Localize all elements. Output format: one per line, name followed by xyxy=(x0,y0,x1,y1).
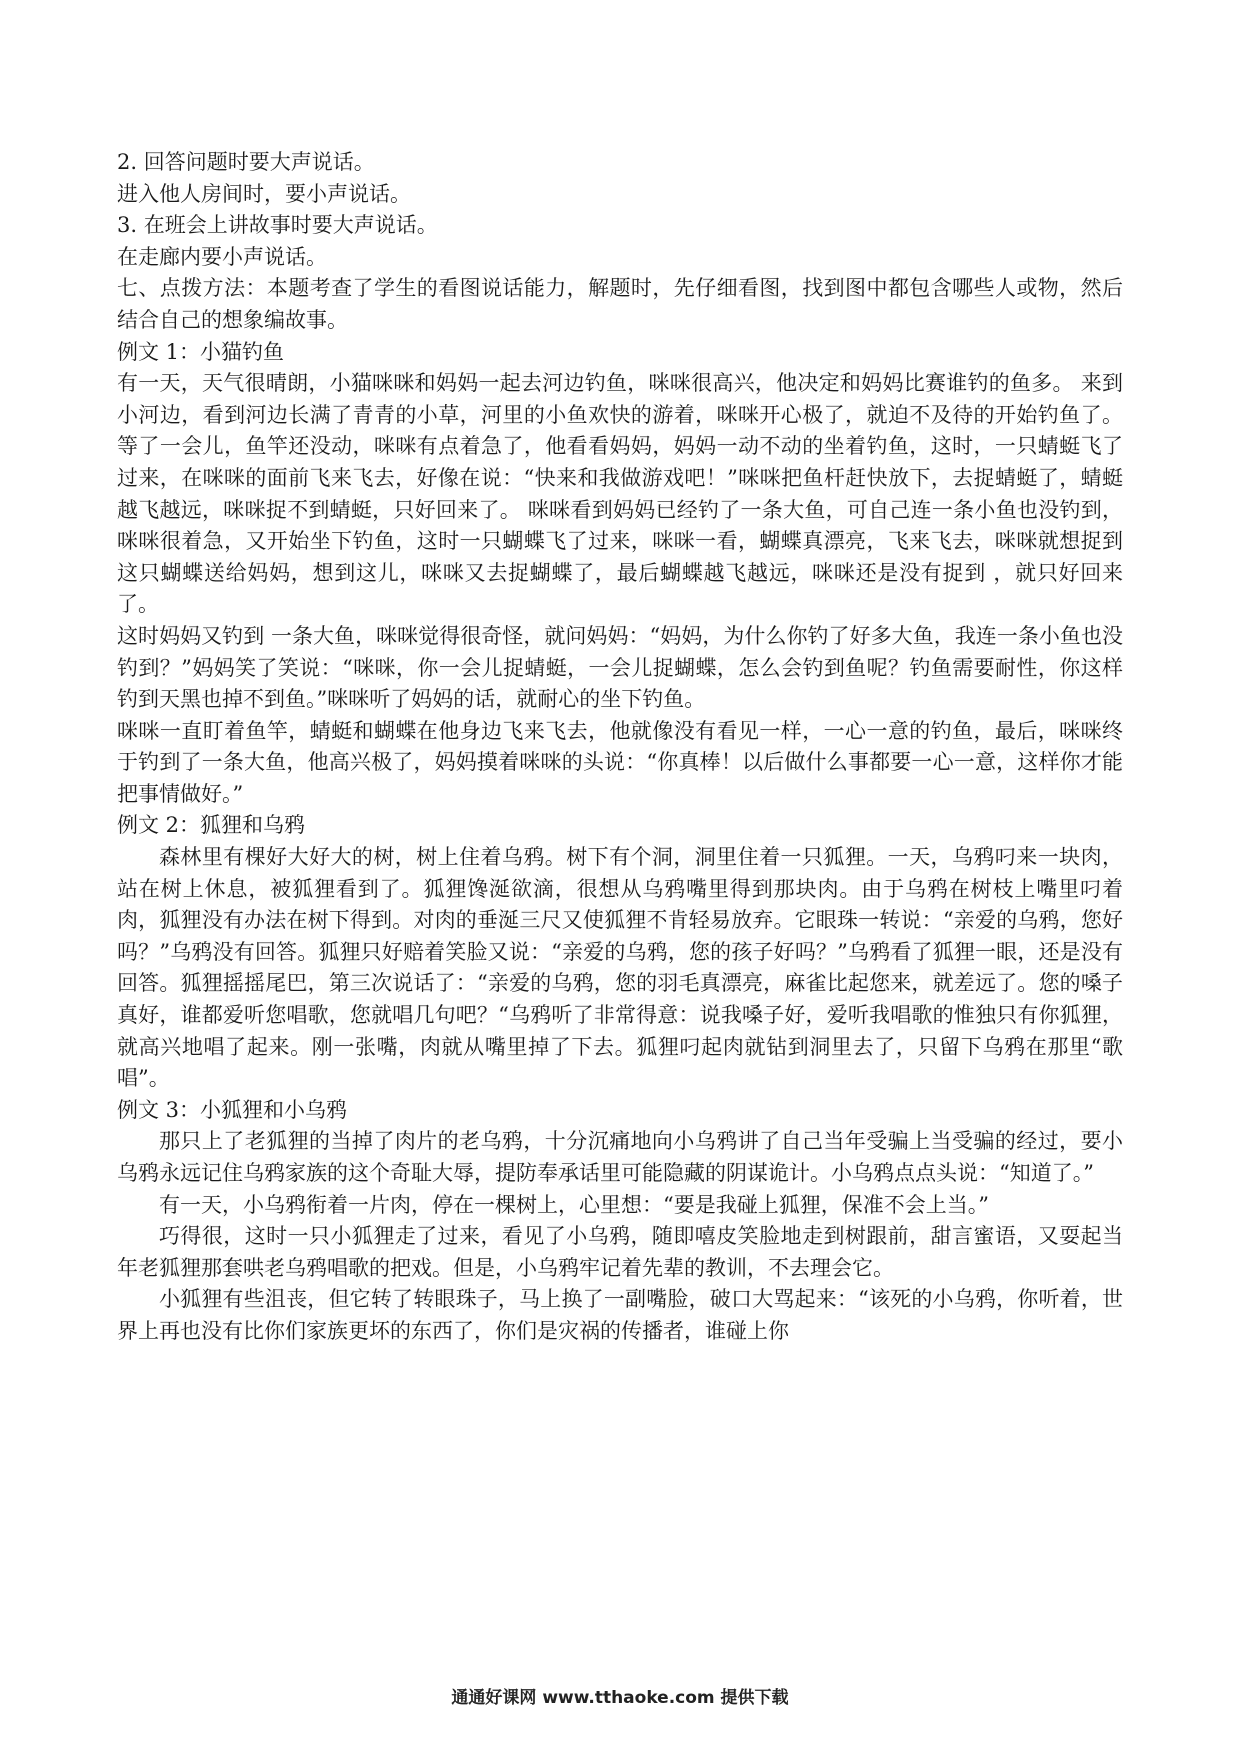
example-3-paragraph: 巧得很，这时一只小狐狸走了过来，看见了小乌鸦，随即嘻皮笑脸地走到树跟前，甜言蜜语，又耍起当年老狐狸那套哄老乌鸦唱歌的把戏。但是，小乌鸦牢记着先辈的教训，不去理会它。 xyxy=(117,1224,1123,1280)
example-3-paragraph: 小狐狸有些沮丧，但它转了转眼珠子，马上换了一副嘴脸，破口大骂起来：“该死的小乌鸦，你听着，世界上再也没有比你们家族更坏的东西了，你们是灾祸的传播者，谁碰上你 xyxy=(117,1287,1123,1343)
example-2-paragraph: 森林里有棵好大好大的树，树上住着乌鸦。树下有个洞，洞里住着一只狐狸。一天，乌鸦叼来一块肉，站在树上休息，被狐狸看到了。狐狸馋涎欲滴，很想从乌鸦嘴里得到那块肉。由于乌鸦在树枝上嘴里叼着肉，狐狸没有办法在树下得到。对肉的垂涎三尺又使狐狸不肯轻易放弃。它眼珠一转说：“亲爱的乌鸦，您好吗？”乌鸦没有回答。狐狸只好赔着笑脸又说：“亲爱的乌鸦，您的孩子好吗？”乌鸦看了狐狸一眼，还是没有回答。狐狸摇摇尾巴，第三次说话了：“亲爱的乌鸦，您的羽毛真漂亮，麻雀比起您来，就差远了。您的嗓子真好，谁都爱听您唱歌，您就唱几句吧？“乌鸦听了非常得意：说我嗓子好，爱听我唱歌的惟独只有你狐狸，就高兴地唱了起来。刚一张嘴，肉就从嘴里掉了下去。狐狸叼起肉就钻到洞里去了，只留下乌鸦在那里“歌唱”。 xyxy=(117,845,1123,1091)
example-1-paragraph: 这时妈妈又钓到 一条大鱼，咪咪觉得很奇怪，就问妈妈：“妈妈，为什么你钓了好多大鱼，我连一条小鱼也没钓到？”妈妈笑了笑说：“咪咪，你一会儿捉蜻蜓，一会儿捉蝴蝶，怎么会钓到鱼呢？钓鱼需要耐性，你这样钓到天黑也掉不到鱼。”咪咪听了妈妈的话，就耐心的坐下钓鱼。 xyxy=(117,623,1123,712)
example-3-paragraph: 那只上了老狐狸的当掉了肉片的老乌鸦，十分沉痛地向小乌鸦讲了自己当年受骗上当受骗的经过，要小乌鸦永远记住乌鸦家族的这个奇耻大辱，提防奉承话里可能隐藏的阴谋诡计。小乌鸦点点头说：“知道了。” xyxy=(117,1129,1123,1185)
example-3-heading: 例文 3：小狐狸和小乌鸦 xyxy=(117,1097,348,1122)
page-footer: 通通好课网 www.tthaoke.com 提供下载 xyxy=(451,1688,789,1708)
text-line: 2. 回答问题时要大声说话。 xyxy=(117,150,375,174)
page-body xyxy=(117,147,1123,1348)
example-1-heading: 例文 1：小猫钓鱼 xyxy=(117,339,285,364)
text-line: 3. 在班会上讲故事时要大声说话。 xyxy=(117,213,438,238)
example-3-paragraph: 有一天，小乌鸦衔着一片肉，停在一棵树上，心里想：“要是我碰上狐狸，保准不会上当。” xyxy=(159,1192,989,1217)
example-2-heading: 例文 2：狐狸和乌鸦 xyxy=(117,813,306,838)
text-line: 在走廊内要小声说话。 xyxy=(117,244,327,269)
example-1-paragraph: 有一天，天气很晴朗，小猫咪咪和妈妈一起去河边钓鱼，咪咪很高兴，他决定和妈妈比赛谁钓的鱼多。 来到小河边，看到河边长满了青青的小草，河里的小鱼欢快的游着，咪咪开心极了，就迫不及待的开始钓鱼了。等了一会儿，鱼竿还没动，咪咪有点着急了，他看看妈妈，妈妈一动不动的坐着钓鱼，这时，一只蜻蜓飞了过来，在咪咪的面前飞来飞去，好像在说：“快来和我做游戏吧！”咪咪把鱼杆赶快放下，去捉蜻蜓了，蜻蜓越飞越远，咪咪捉不到蜻蜓，只好回来了。 咪咪看到妈妈已经钓了一条大鱼，可自己连一条小鱼也没钓到，咪咪很着急，又开始坐下钓鱼，这时一只蝴蝶飞了过来，咪咪一看，蝴蝶真漂亮，飞来飞去，咪咪就想捉到这只蝴蝶送给妈妈，想到这儿，咪咪又去捉蝴蝶了，最后蝴蝶越飞越远，咪咪还是没有捉到 ，就只好回来了。 xyxy=(117,371,1123,617)
section-method-paragraph: 七、点拨方法：本题考查了学生的看图说话能力，解题时，先仔细看图，找到图中都包含哪些人或物，然后结合自己的想象编故事。 xyxy=(117,276,1123,332)
text-line: 进入他人房间时，要小声说话。 xyxy=(117,181,411,206)
example-1-paragraph: 咪咪一直盯着鱼竿，蜻蜓和蝴蝶在他身边飞来飞去，他就像没有看见一样，一心一意的钓鱼，最后，咪咪终于钓到了一条大鱼，他高兴极了，妈妈摸着咪咪的头说：“你真棒！以后做什么事都要一心一意，这样你才能把事情做好。” xyxy=(117,718,1123,806)
